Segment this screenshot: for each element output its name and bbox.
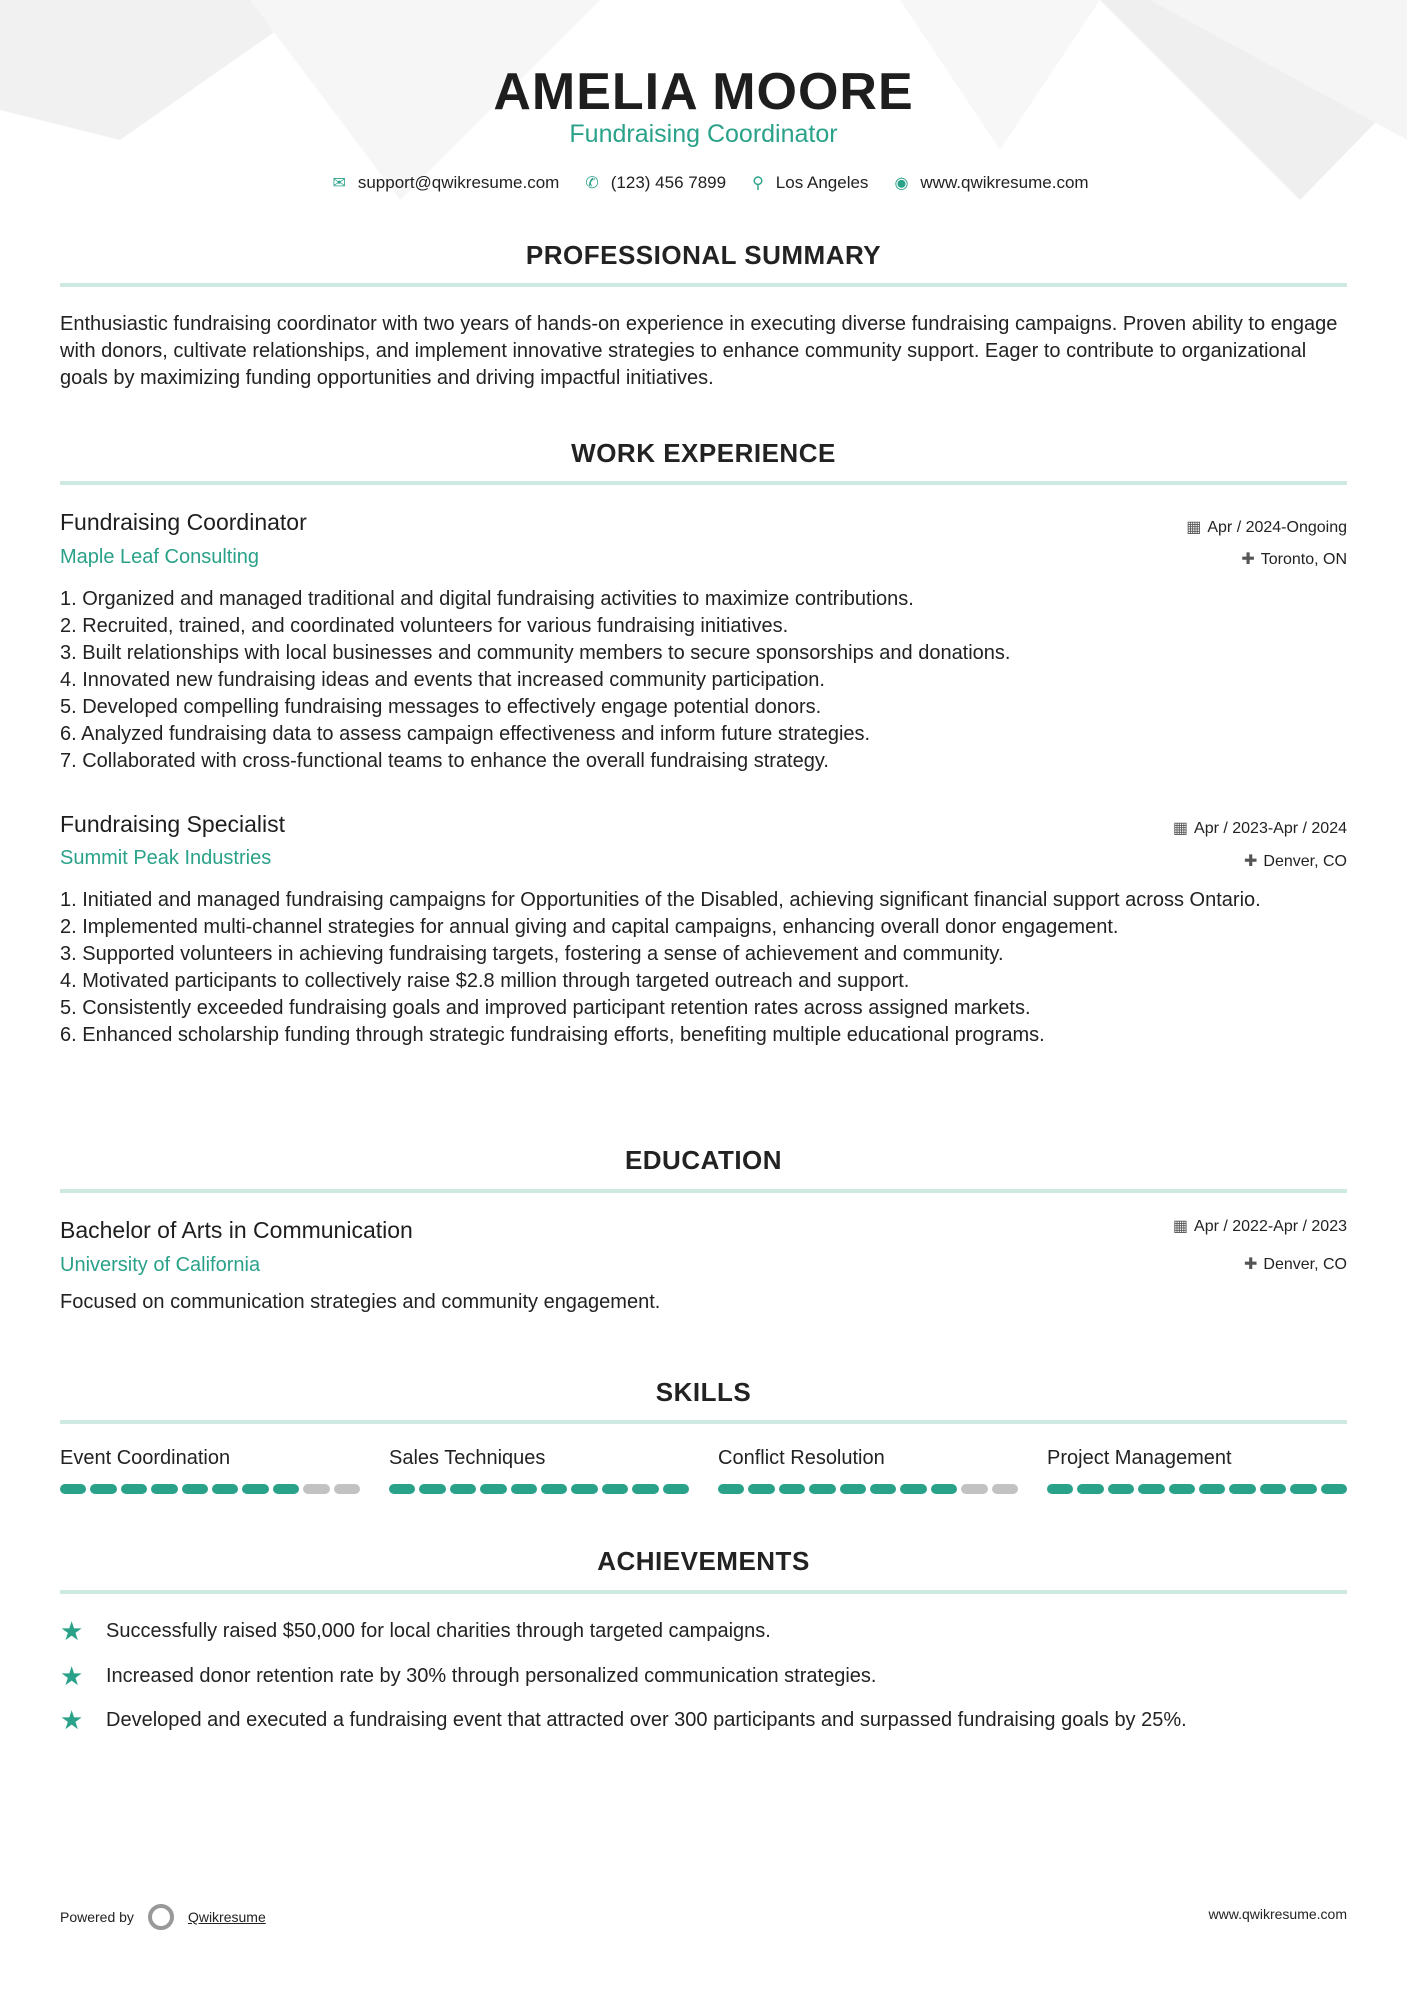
job-title: Fundraising Specialist	[60, 811, 286, 837]
skill-level-dot	[961, 1484, 987, 1494]
job-bullets	[60, 586, 1350, 775]
bullet: 3. Built relationships with local businesses and community members to secure sponsorships and donations.	[60, 642, 1011, 664]
calendar-icon: ▦	[1172, 820, 1189, 837]
skill-name: Event Coordination	[60, 1447, 231, 1469]
job-company: Maple Leaf Consulting	[60, 546, 260, 568]
divider	[60, 1420, 1347, 1424]
skill-level-dot	[1229, 1484, 1255, 1494]
skill-level-dot	[273, 1484, 299, 1494]
experience-heading: WORK EXPERIENCE	[571, 438, 836, 468]
footer-powered-by	[60, 1904, 266, 1930]
skill-level-dot	[334, 1484, 360, 1494]
skill-item	[60, 1447, 360, 1494]
education-date	[1173, 1216, 1347, 1236]
qwikresume-logo-icon	[148, 1904, 174, 1930]
job-bullets	[60, 887, 1350, 1049]
job-date	[1173, 818, 1347, 838]
contact-website[interactable]: www.qwikresume.com	[920, 173, 1089, 192]
skill-level-dot	[992, 1484, 1018, 1494]
skill-level-meter	[718, 1484, 1018, 1494]
contact-phone[interactable]: (123) 456 7899	[610, 173, 727, 192]
bullet: 6. Enhanced scholarship funding through strategic fundraising efforts, benefiting multiple educational programs.	[60, 1024, 1045, 1046]
skill-level-dot	[121, 1484, 147, 1494]
divider	[60, 283, 1347, 287]
phone-icon: ✆	[585, 175, 599, 192]
skill-level-dot	[182, 1484, 208, 1494]
skill-level-dot	[511, 1484, 537, 1494]
skill-level-dot	[151, 1484, 177, 1494]
skill-level-dot	[1260, 1484, 1286, 1494]
skill-level-dot	[931, 1484, 957, 1494]
powered-by-label: Powered by	[60, 1909, 134, 1925]
skill-level-dot	[1321, 1484, 1347, 1494]
bullet: 5. Developed compelling fundraising messages to effectively engage potential donors.	[60, 696, 822, 718]
skill-level-dot	[1077, 1484, 1103, 1494]
bullet: 6. Analyzed fundraising data to assess campaign effectiveness and inform future strategies.	[60, 723, 871, 745]
skill-level-dot	[632, 1484, 658, 1494]
achievement-text: Successfully raised $50,000 for local charities through targeted campaigns.	[106, 1620, 771, 1642]
skill-level-dot	[1169, 1484, 1195, 1494]
bullet: 2. Recruited, trained, and coordinated volunteers for various fundraising initiatives.	[60, 615, 789, 637]
school: University of California	[60, 1254, 261, 1276]
bullet: 5. Consistently exceeded fundraising goals and improved participant retention rates across assigned markets.	[60, 997, 1031, 1019]
skill-level-dot	[242, 1484, 268, 1494]
divider	[60, 481, 1347, 485]
bullet: 4. Innovated new fundraising ideas and events that increased community participation.	[60, 669, 825, 691]
brand-link[interactable]: Qwikresume	[187, 1909, 266, 1925]
calendar-icon: ▦	[1172, 1218, 1189, 1235]
skill-level-dot	[809, 1484, 835, 1494]
skill-level-dot	[663, 1484, 689, 1494]
education-date-text: Apr / 2022-Apr / 2023	[1194, 1218, 1347, 1235]
bullet: 3. Supported volunteers in achieving fundraising targets, fostering a sense of achievement and community.	[60, 943, 1004, 965]
education-location	[1244, 1254, 1347, 1274]
pin-icon: ✚	[1241, 551, 1255, 568]
skill-item	[718, 1447, 1018, 1494]
bullet: 4. Motivated participants to collectively raise $2.8 million through targeted outreach and support.	[60, 970, 910, 992]
skill-level-dot	[602, 1484, 628, 1494]
bullet: 2. Implemented multi-channel strategies for annual giving and capital campaigns, enhancing overall donor engagement.	[60, 916, 1119, 938]
achievement-text: Increased donor retention rate by 30% through personalized communication strategies.	[106, 1665, 877, 1687]
job-location-text: Toronto, ON	[1260, 551, 1347, 568]
candidate-name: AMELIA MOORE	[493, 63, 914, 121]
skill-name: Sales Techniques	[389, 1447, 546, 1469]
skill-level-dot	[303, 1484, 329, 1494]
skill-level-meter	[60, 1484, 360, 1494]
achievement-item	[60, 1705, 1187, 1736]
skill-level-dot	[90, 1484, 116, 1494]
pin-icon: ✚	[1244, 1256, 1258, 1273]
skill-level-meter	[389, 1484, 689, 1494]
skill-level-dot	[450, 1484, 476, 1494]
skill-level-dot	[1199, 1484, 1225, 1494]
degree: Bachelor of Arts in Communication	[60, 1217, 413, 1243]
skill-item	[389, 1447, 689, 1494]
skill-level-dot	[389, 1484, 415, 1494]
globe-icon: ◉	[894, 175, 909, 192]
divider	[60, 1189, 1347, 1193]
education-location-text: Denver, CO	[1263, 1256, 1347, 1273]
job-location	[1241, 549, 1347, 569]
star-icon: ★	[60, 1661, 84, 1691]
achievements-heading: ACHIEVEMENTS	[597, 1546, 810, 1576]
education-description: Focused on communication strategies and community engagement.	[60, 1291, 661, 1313]
job-location-text: Denver, CO	[1263, 853, 1347, 870]
calendar-icon: ▦	[1186, 519, 1202, 536]
skill-item	[1047, 1447, 1347, 1494]
education-heading: EDUCATION	[624, 1145, 783, 1175]
skill-level-dot	[419, 1484, 445, 1494]
skills-list	[60, 1447, 1347, 1494]
skill-level-dot	[748, 1484, 774, 1494]
skill-level-dot	[571, 1484, 597, 1494]
star-icon: ★	[60, 1705, 84, 1735]
contact-email[interactable]: support@qwikresume.com	[357, 173, 560, 192]
skill-level-dot	[1047, 1484, 1073, 1494]
skill-level-dot	[212, 1484, 238, 1494]
summary-text: Enthusiastic fundraising coordinator with two years of hands-on experience in executing diverse fundraising campaigns. Proven ability to engage with donors, cultivate relationships, and implement innovative strategies to enhance community support. Eager to contribute to organizational goals by maximizing funding opportunities and driving impactful initiatives.	[60, 313, 1338, 389]
job-date-text: Apr / 2024-Ongoing	[1207, 519, 1347, 536]
skill-level-dot	[60, 1484, 86, 1494]
candidate-role: Fundraising Coordinator	[569, 120, 838, 148]
bullet: 1. Initiated and managed fundraising campaigns for Opportunities of the Disabled, achieving significant financial support across Ontario.	[60, 889, 1261, 911]
bullet: 1. Organized and managed traditional and digital fundraising activities to maximize contributions.	[60, 588, 914, 610]
pin-icon: ✚	[1244, 853, 1258, 870]
bullet: 7. Collaborated with cross-functional teams to enhance the overall fundraising strategy.	[60, 750, 829, 772]
skills-heading: SKILLS	[655, 1377, 752, 1407]
skill-level-dot	[870, 1484, 896, 1494]
skill-level-dot	[718, 1484, 744, 1494]
envelope-icon: ✉	[332, 175, 346, 192]
job-company: Summit Peak Industries	[60, 847, 272, 869]
skill-level-dot	[1290, 1484, 1316, 1494]
job-title: Fundraising Coordinator	[60, 509, 307, 535]
skill-level-dot	[541, 1484, 567, 1494]
map-pin-icon: ⚲	[752, 175, 764, 192]
job-date-text: Apr / 2023-Apr / 2024	[1194, 820, 1347, 837]
skill-level-dot	[840, 1484, 866, 1494]
skill-level-meter	[1047, 1484, 1347, 1494]
divider	[60, 1590, 1347, 1594]
skill-level-dot	[900, 1484, 926, 1494]
achievement-item	[60, 1661, 876, 1692]
star-icon: ★	[60, 1616, 84, 1646]
contact-location: Los Angeles	[775, 173, 869, 192]
achievement-text: Developed and executed a fundraising event that attracted over 300 participants and surpassed fundraising goals by 25%.	[106, 1709, 1187, 1731]
job-location	[1244, 851, 1347, 871]
achievement-item	[60, 1616, 771, 1647]
skill-name: Conflict Resolution	[718, 1447, 885, 1469]
skill-level-dot	[480, 1484, 506, 1494]
skill-level-dot	[1108, 1484, 1134, 1494]
skill-name: Project Management	[1047, 1447, 1232, 1469]
job-date	[1186, 517, 1347, 537]
contact-bar	[0, 173, 1407, 193]
skill-level-dot	[779, 1484, 805, 1494]
summary-heading: PROFESSIONAL SUMMARY	[525, 240, 882, 270]
footer-website[interactable]: www.qwikresume.com	[1208, 1906, 1347, 1922]
skill-level-dot	[1138, 1484, 1164, 1494]
